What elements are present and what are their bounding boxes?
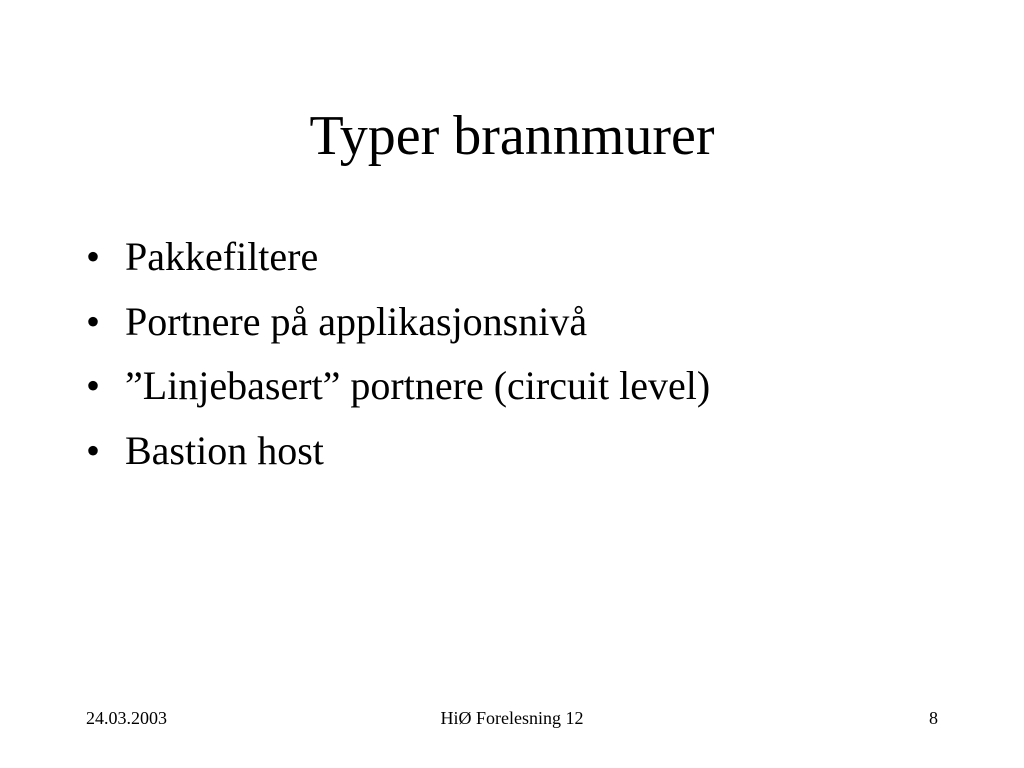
footer-date: 24.03.2003: [86, 708, 167, 728]
bullet-list: [86, 234, 710, 492]
bullet-icon: •: [86, 363, 101, 408]
bullet-item: [86, 234, 710, 280]
bullet-text: Portnere på applikasjonsnivå: [125, 298, 588, 344]
footer-title: HiØ Forelesning 12: [440, 708, 584, 728]
bullet-icon: •: [86, 427, 101, 473]
bullet-icon: •: [86, 234, 101, 279]
bullet-item: [86, 363, 710, 409]
bullet-text: ”Linjebasert” portnere (circuit level): [125, 363, 711, 408]
bullet-item: [86, 428, 710, 474]
bullet-text: Bastion host: [125, 427, 324, 473]
slide-title: Typer brannmurer: [309, 105, 715, 167]
page-number: 8: [929, 708, 938, 728]
bullet-text: Pakkefiltere: [125, 234, 319, 279]
bullet-item: [86, 299, 710, 345]
bullet-icon: •: [86, 298, 101, 344]
